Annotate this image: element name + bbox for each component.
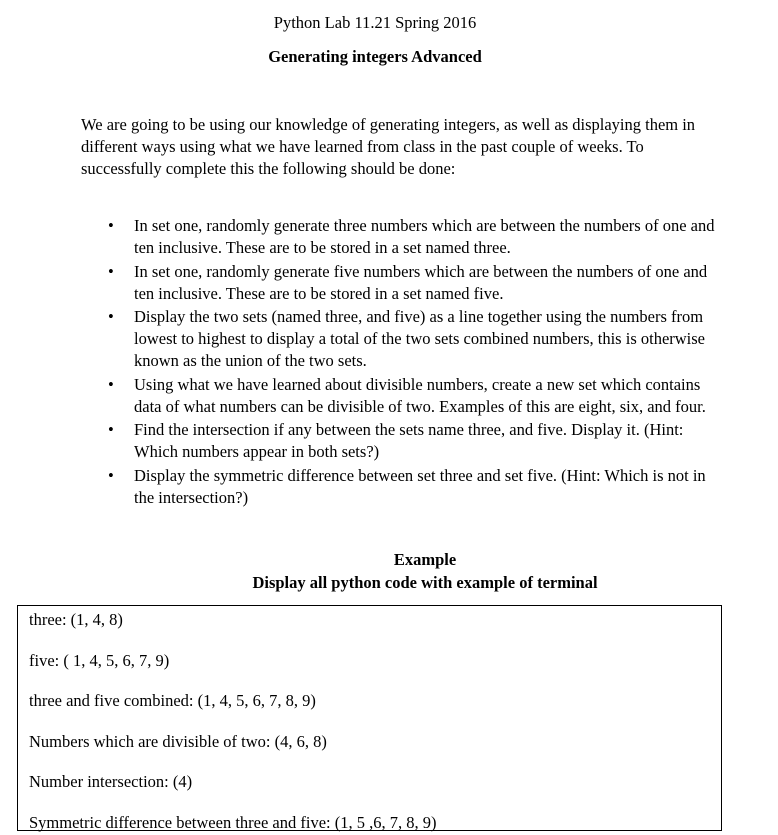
task-text: Using what we have learned about divisible numbers, create a new set which contains data of what numbers can be divisible of two. Examples of this are eight, six, and four. [134,374,706,416]
document-header: Python Lab 11.21 Spring 2016 [273,13,477,32]
list-item [108,215,728,259]
list-item [108,261,728,305]
terminal-line: three and five combined: (1, 4, 5, 6, 7, 8, 9) [29,691,316,710]
list-item [108,374,728,418]
example-subheading: Display all python code with example of terminal [252,573,598,592]
task-text: Find the intersection if any between the sets name three, and five. Display it. (Hint: Which numbers appear in both sets?) [134,420,684,461]
list-item [108,465,728,509]
terminal-line: Numbers which are divisible of two: (4, 6, 8) [29,732,327,751]
terminal-line: five: ( 1, 4, 5, 6, 7, 9) [29,651,170,670]
bullet-icon: • [108,216,114,235]
bullet-icon: • [108,374,114,394]
list-item [108,306,728,372]
terminal-line: Number intersection: (4) [29,772,193,791]
document-title: Generating integers Advanced [268,47,482,66]
task-text: Display the two sets (named three, and five) as a line together using the numbers from lowest to highest to display a total of the two sets combined numbers, this is otherwise known as the union of the two sets. [134,307,706,370]
list-item [108,419,728,463]
terminal-line: Symmetric difference between three and five: (1, 5 ,6, 7, 8, 9) [29,813,437,832]
bullet-icon: • [108,465,114,485]
bullet-icon: • [108,420,114,439]
task-text: Display the symmetric difference between set three and set five. (Hint: Which is not in the intersection?) [134,465,706,507]
bullet-icon: • [108,307,114,326]
task-text: In set one, randomly generate three numbers which are between the numbers of one and ten inclusive. These are to be stored in a set named three. [134,216,715,257]
example-heading: Example [393,550,457,569]
intro-paragraph: We are going to be using our knowledge of generating integers, as well as displaying them in different ways using what we have learned from class in the past couple of weeks. To successfully complete this the following should be done: [81,115,696,178]
terminal-line: three: (1, 4, 8) [29,610,123,629]
task-text: In set one, randomly generate five numbers which are between the numbers of one and ten inclusive. These are to be stored in a set named five. [134,261,708,303]
terminal-output-box [17,605,722,831]
task-list [108,215,728,510]
bullet-icon: • [108,261,114,281]
